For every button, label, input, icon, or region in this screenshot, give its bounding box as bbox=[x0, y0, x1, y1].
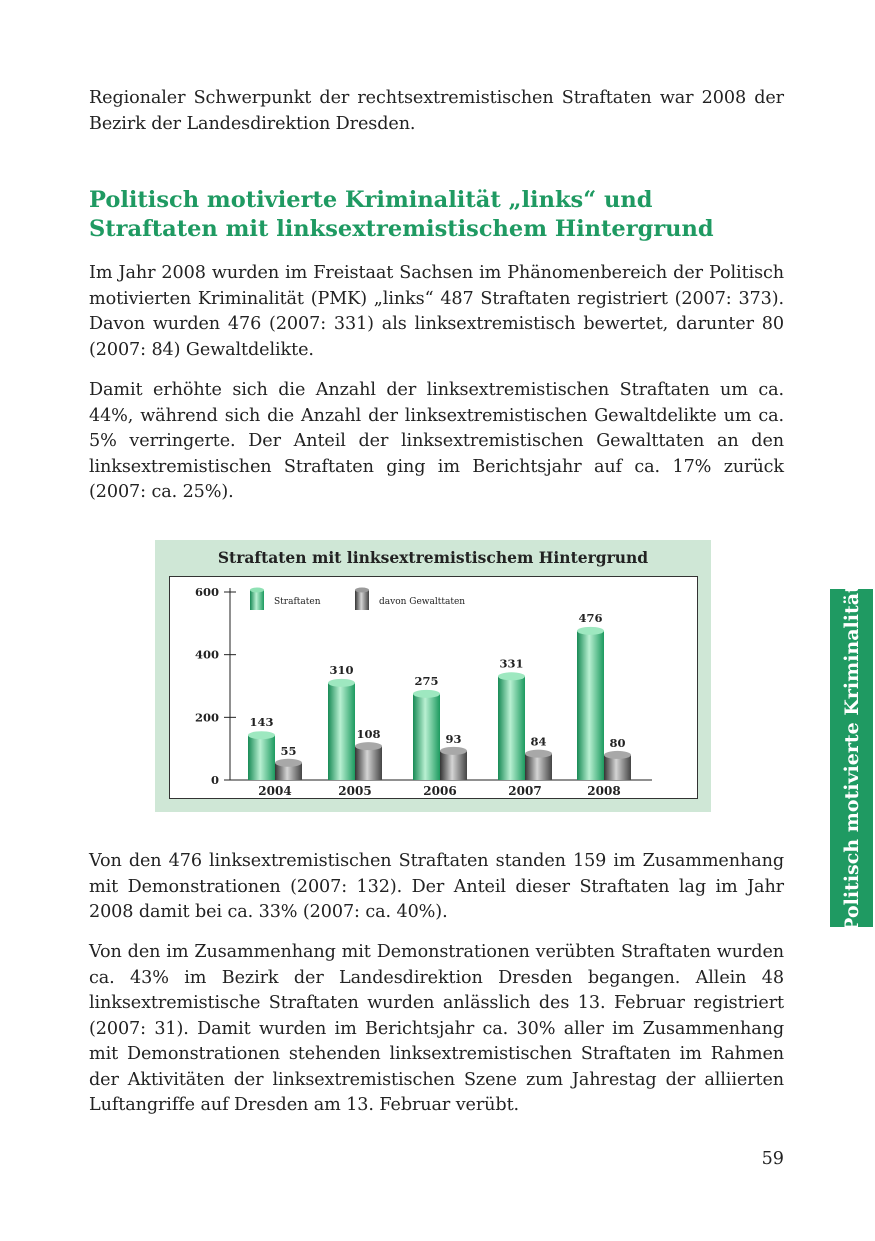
x-tick-label: 2005 bbox=[338, 784, 372, 798]
y-tick-label: 400 bbox=[194, 647, 219, 662]
data-label: 80 bbox=[609, 735, 626, 750]
x-tick-label: 2007 bbox=[508, 784, 542, 798]
data-label: 275 bbox=[414, 673, 439, 688]
y-tick-label: 600 bbox=[194, 585, 219, 599]
data-label: 84 bbox=[530, 734, 547, 749]
bar-top-cap bbox=[604, 751, 631, 759]
bar-straftaten bbox=[577, 631, 604, 780]
bar-top-cap bbox=[275, 759, 302, 767]
bar-top-cap bbox=[328, 679, 355, 687]
bar-top-cap bbox=[248, 731, 275, 739]
paragraph-demonstrations: Von den 476 linksextremistischen Straftaten standen 159 im Zusammenhang mit Demonstrationen (2007: 132). Der Anteil dieser Straftaten lag im Jahr 2008 damit bei ca. 33% (2007: ca. 40%). bbox=[89, 851, 784, 922]
legend-swatch-top bbox=[355, 588, 369, 593]
bar-top-cap bbox=[355, 742, 382, 750]
data-label: 143 bbox=[249, 715, 274, 730]
chart-plot-area bbox=[169, 576, 698, 799]
section-heading: Politisch motivierte Kriminalität „links“ und Straftaten mit linksextremistischem Hintergrund bbox=[89, 187, 714, 242]
data-label: 331 bbox=[499, 656, 524, 671]
data-label: 310 bbox=[329, 662, 354, 677]
bar-straftaten bbox=[413, 694, 440, 780]
legend-swatch bbox=[250, 590, 264, 610]
x-tick-label: 2008 bbox=[587, 784, 621, 798]
bar-chart bbox=[170, 577, 697, 798]
data-label: 476 bbox=[578, 610, 603, 625]
bar-top-cap bbox=[577, 627, 604, 635]
data-label: 93 bbox=[445, 731, 462, 746]
bar-gewalttaten bbox=[355, 746, 382, 780]
y-tick-label: 200 bbox=[194, 710, 219, 725]
bar-gewalttaten bbox=[440, 751, 467, 780]
y-tick-label: 0 bbox=[210, 773, 219, 787]
bar-top-cap bbox=[498, 672, 525, 680]
side-tab-label: Politisch motivierte Kriminalität bbox=[840, 584, 863, 932]
paragraph-intro: Regionaler Schwerpunkt der rechtsextremistischen Straftaten war 2008 der Bezirk der Landesdirektion Dresden. bbox=[89, 88, 784, 134]
x-tick-label: 2004 bbox=[258, 784, 292, 798]
bar-straftaten bbox=[498, 676, 525, 780]
bar-top-cap bbox=[525, 750, 552, 758]
paragraph-statistics: Im Jahr 2008 wurden im Freistaat Sachsen im Phänomenbereich der Politisch motivierten Kriminalität (PMK) „links“ 487 Straftaten registriert (2007: 373). Davon wurden 476 (2007: 331) als linksextremistisch bewertet, darunter 80 (2007: 84) Gewaltdelikte. bbox=[89, 263, 784, 360]
chart-panel bbox=[155, 540, 711, 812]
bar-top-cap bbox=[413, 690, 440, 698]
paragraph-dresden: Von den im Zusammenhang mit Demonstrationen verübten Straftaten wurden ca. 43% im Bezirk der Landesdirektion Dresden begangen. Allein 48 linksextremistische Straftaten wurden anlässlich des 13. Februar registriert (2007: 31). Damit wurden im Berichtsjahr ca. 30% aller im Zusammenhang mit Demonstrationen stehenden linksextremistischen Straftaten im Rahmen der Aktivitäten der linksextremistischen Szene zum Jahrestag der alliierten Luftangriffe auf Dresden am 13. Februar verübt. bbox=[89, 942, 784, 1115]
data-label: 55 bbox=[280, 743, 297, 758]
bar-straftaten bbox=[248, 735, 275, 780]
chart-title: Straftaten mit linksextremistischem Hintergrund bbox=[217, 548, 649, 567]
legend-label: davon Gewalttaten bbox=[379, 597, 466, 607]
page-number: 59 bbox=[761, 1149, 784, 1169]
paragraph-change: Damit erhöhte sich die Anzahl der linksextremistischen Straftaten um ca. 44%, während sich die Anzahl der linksextremistischen Gewaltdelikte um ca. 5% verringerte. Der Anteil der linksextremistischen Gewalttaten an den linksextremistischen Straftaten ging im Berichtsjahr auf ca. 17% zurück (2007: ca. 25%). bbox=[89, 380, 784, 502]
legend-label: Straftaten bbox=[274, 597, 321, 607]
side-tab bbox=[830, 584, 873, 932]
bar-top-cap bbox=[440, 747, 467, 755]
x-tick-label: 2006 bbox=[423, 784, 457, 798]
legend-swatch bbox=[355, 590, 369, 610]
bar-straftaten bbox=[328, 683, 355, 780]
data-label: 108 bbox=[356, 727, 381, 742]
legend-swatch-top bbox=[250, 588, 264, 593]
